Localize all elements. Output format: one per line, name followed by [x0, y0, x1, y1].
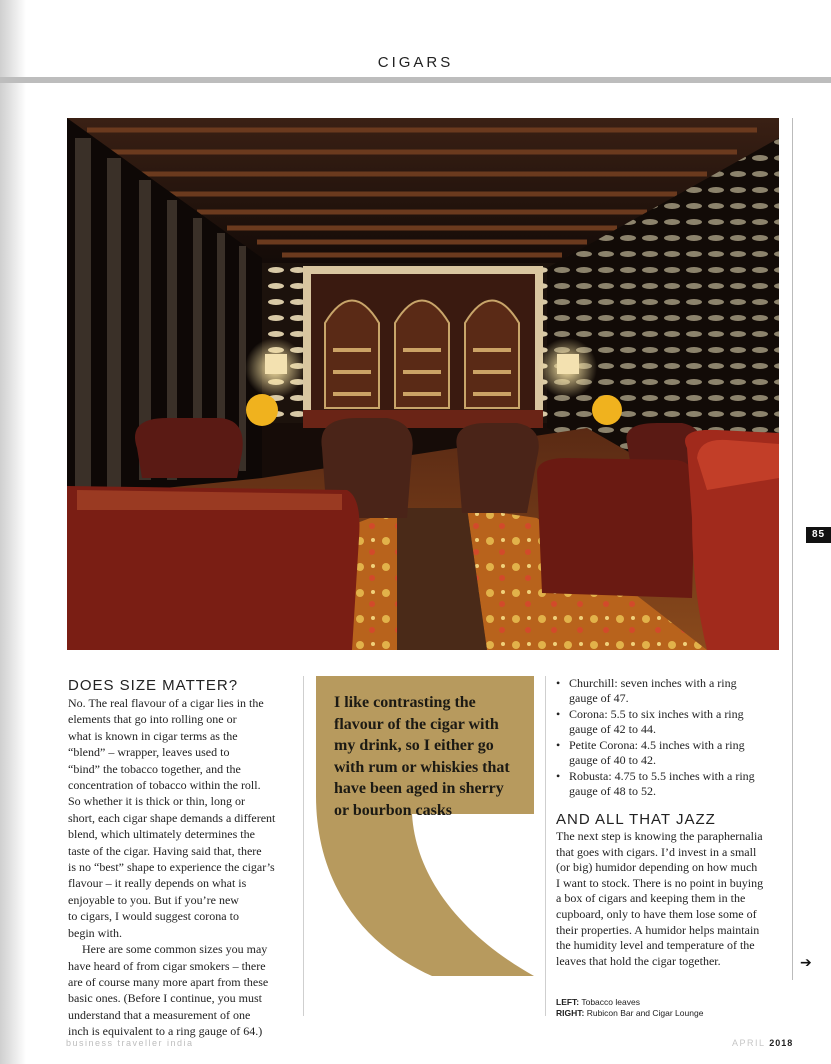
text-line: understand that a measurement of one: [68, 1007, 251, 1022]
quote-line: my drink, so I either go: [334, 737, 494, 754]
quote-line: with rum or whiskies that: [334, 758, 510, 776]
right-margin-rule: [792, 118, 793, 980]
size-line: Robusta: 4.75 to 5.5 inches with a ring: [569, 769, 755, 783]
text-line: begin with.: [68, 925, 122, 940]
size-line: gauge of 42 to 44.: [569, 722, 656, 736]
bullet-icon: •: [556, 707, 561, 721]
size-line: gauge of 40 to 42.: [569, 753, 656, 767]
text-line: taste of the cigar. Having said that, there: [68, 843, 262, 858]
list-item: [556, 707, 786, 737]
page-number-tab: 85: [806, 527, 831, 543]
paragraph-common-sizes: [68, 941, 290, 1039]
continue-arrow-icon: ➔: [800, 955, 812, 971]
text-line: short, each cigar shape demands a different: [68, 810, 276, 825]
bullet-icon: •: [556, 676, 561, 690]
text-line: that goes with cigars. I’d invest in a small: [556, 844, 757, 859]
text-line: I want to stock. There is no point in buying: [556, 875, 764, 890]
cigar-size-list: [556, 676, 786, 799]
text-line: So whether it is thick or thin, long or: [68, 794, 245, 809]
right-column: [556, 676, 786, 969]
header-rule: [0, 77, 831, 83]
footer-year: 2018: [769, 1038, 794, 1048]
pull-quote: [316, 676, 534, 976]
paragraph-humidor: [556, 829, 786, 969]
list-item: [556, 769, 786, 799]
footer-date: [732, 1038, 793, 1048]
text-line: is no “best” shape to experience the cigar’s: [68, 860, 275, 875]
text-line: inch is equivalent to a ring gauge of 64.): [68, 1024, 263, 1039]
bullet-icon: •: [556, 738, 561, 752]
left-column: [68, 677, 290, 1040]
size-line: Petite Corona: 4.5 inches with a ring: [569, 738, 745, 752]
caption-label: RIGHT:: [556, 1008, 585, 1018]
text-line: their properties. A humidor helps maintain: [556, 922, 760, 937]
caption-left: [556, 997, 703, 1008]
caption-text: Rubicon Bar and Cigar Lounge: [584, 1008, 704, 1018]
list-item: [556, 676, 786, 706]
text-line: basic ones. (Before I continue, you must: [68, 991, 262, 1006]
quote-line: flavour of the cigar with: [334, 715, 499, 733]
pull-quote-text: [334, 692, 524, 821]
caption-label: LEFT:: [556, 997, 580, 1007]
quote-line: have been aged in sherry: [334, 780, 504, 797]
list-item: [556, 738, 786, 768]
text-line: what is known in cigar terms as the: [68, 728, 238, 743]
text-line: No. The real flavour of a cigar lies in the: [68, 696, 264, 710]
text-line: leaves that hold the cigar together.: [556, 953, 721, 968]
caption-text: Tobacco leaves: [579, 997, 640, 1007]
text-line: “blend” – wrapper, leaves used to: [68, 745, 230, 760]
section-heading-size: DOES SIZE MATTER?: [68, 677, 239, 694]
photo-lounge-icon: [67, 118, 779, 650]
column-divider: [545, 676, 546, 1016]
size-line: Corona: 5.5 to six inches with a ring: [569, 707, 744, 721]
footer-month: APRIL: [732, 1038, 770, 1048]
text-line: to cigars, I would suggest corona to: [68, 909, 239, 924]
text-line: a box of cigars and keeping them in the: [556, 891, 746, 906]
text-line: enjoyable to you. But if you’re new: [68, 892, 239, 907]
text-line: have heard of from cigar smokers – there: [68, 958, 266, 973]
bullet-icon: •: [556, 769, 561, 783]
text-line: are of course many more apart from these: [68, 974, 269, 989]
photo-captions: [556, 997, 703, 1019]
paragraph-size-intro: [68, 695, 290, 941]
size-line: Churchill: seven inches with a ring: [569, 676, 737, 690]
text-line: the humidity level and temperature of the: [556, 938, 755, 953]
quote-line: I like contrasting the: [334, 694, 476, 711]
quote-line: or bourbon casks: [334, 801, 452, 819]
lounge-photo: [67, 118, 779, 650]
text-line: elements that go into rolling one or: [68, 712, 237, 727]
text-line: cupboard, only to have them lose some of: [556, 906, 757, 921]
text-line: The next step is knowing the paraphernalia: [556, 829, 763, 843]
section-heading-jazz: AND ALL THAT JAZZ: [556, 811, 716, 828]
footer-publication: business traveller india: [66, 1038, 194, 1048]
page-spine-shadow: [0, 0, 26, 1064]
column-divider: [303, 676, 304, 1016]
text-line: (or big) humidor depending on how much: [556, 860, 758, 875]
text-line: blend, which ultimately determines the: [68, 827, 255, 842]
text-line: concentration of tobacco within the roll.: [68, 778, 261, 793]
size-line: gauge of 48 to 52.: [569, 784, 656, 798]
text-line: “bind” the tobacco together, and the: [68, 761, 241, 776]
section-title: CIGARS: [377, 54, 454, 71]
text-line: flavour – it really depends on what is: [68, 876, 247, 891]
text-line: Here are some common sizes you may: [82, 942, 268, 957]
size-line: gauge of 47.: [569, 691, 629, 705]
caption-right: [556, 1008, 703, 1019]
